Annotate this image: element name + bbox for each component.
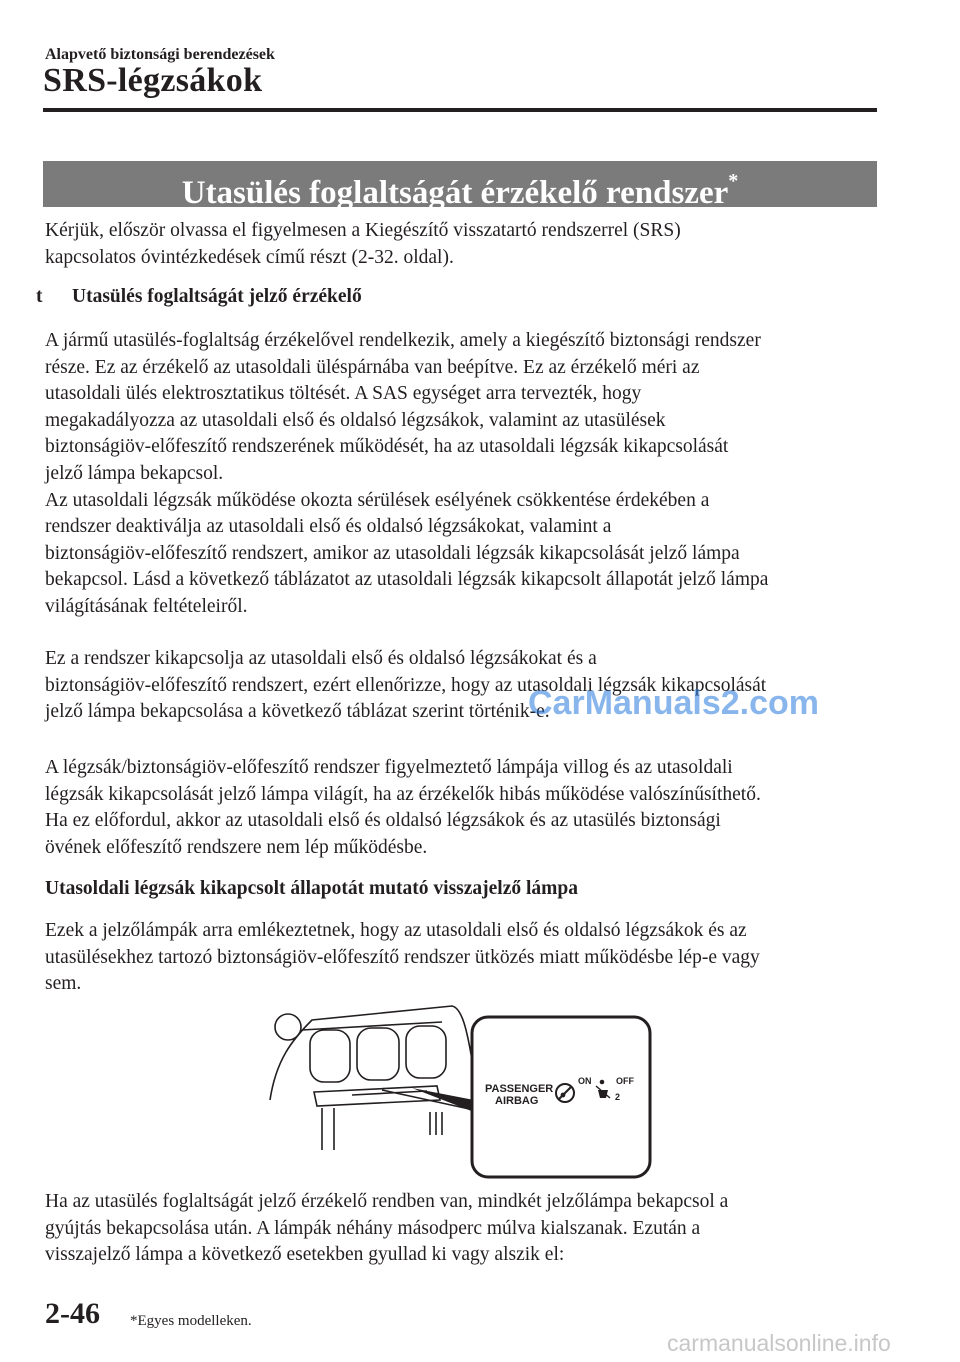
text-line: része. Ez az érzékelő az utasoldali üléspárnába van beépítve. Ez az érzékelő méri az: [45, 356, 700, 378]
page-title: SRS-légzsákok: [43, 62, 263, 99]
text-line: légzsák kikapcsolását jelző lámpa világít, ha az érzékelők hibás működése valószínűsíthető.: [45, 783, 761, 805]
text-line: utasülésekhez tartozó biztonságiöv-előfeszítő rendszer ütközés miatt működésbe lép-e vagy: [45, 946, 760, 968]
dashboard-illustration: [262, 1000, 654, 1180]
air-vent-left: [310, 1030, 350, 1082]
passenger-label-line1: PASSENGER: [485, 1083, 554, 1095]
footnote: *Egyes modelleken.: [130, 1313, 252, 1329]
paragraph-5: [45, 1189, 885, 1269]
text-line: biztonságiöv-előfeszítő rendszert, amikor az utasoldali légzsák kikapcsolását jelző lámpa: [45, 542, 740, 564]
text-line: Az utasoldali légzsák működése okozta sérülések esélyének csökkentése érdekében a: [45, 489, 710, 511]
text-line: sem.: [45, 973, 82, 995]
paragraph-1: [45, 328, 885, 621]
subsection-heading: [36, 286, 362, 308]
subsection-title: Utasülés foglaltságát jelző érzékelő: [72, 286, 362, 307]
on-label: ON: [578, 1076, 592, 1086]
air-vent-right: [406, 1026, 446, 1078]
seat-number-label: 2: [615, 1092, 621, 1102]
console-detail-lines: [430, 1112, 442, 1135]
title-divider: [43, 108, 877, 112]
bullet-icon: t: [36, 286, 43, 307]
watermark-bottom: carmanualsonline.info: [667, 1330, 891, 1356]
text-line: Ha ez előfordul, akkor az utasoldali első és oldalsó légzsákok és az utasülés biztonsági: [45, 810, 721, 832]
text-line: Ez a rendszer kikapcsolja az utasoldali első és oldalsó légzsákokat és a: [45, 648, 597, 669]
text-line: bekapcsol. Lásd a következő táblázatot az utasoldali légzsák kikapcsolt állapotát jelző lámpa: [45, 569, 769, 591]
passenger-label-line2: AIRBAG: [495, 1095, 539, 1107]
text-line: A jármű utasülés-foglaltság érzékelővel rendelkezik, amely a kiegészítő biztonsági rendszer: [45, 330, 761, 351]
center-console-panel: [314, 1086, 440, 1106]
text-line: jelző lámpa bekapcsolása a következő táblázat szerint történik-e.: [45, 701, 550, 723]
text-line: jelző lámpa bekapcsol.: [45, 462, 224, 484]
intro-paragraph: [45, 218, 885, 271]
dashboard-outline: [270, 1006, 472, 1100]
text-line: biztonságiöv-előfeszítő rendszerének működését, ha az utasoldali légzsák kikapcsolását: [45, 436, 729, 458]
section-banner: [43, 161, 877, 211]
text-line: övének előfeszítő rendszere nem lép működésbe.: [45, 836, 428, 858]
console-side-lines: [322, 1108, 334, 1150]
breadcrumb: Alapvető biztonsági berendezések: [45, 46, 275, 63]
off-label: OFF: [616, 1076, 634, 1086]
text-line: rendszer deaktiválja az utasoldali első és oldalsó légzsákokat, valamint a: [45, 516, 612, 538]
model-asterisk: *: [728, 170, 739, 192]
text-line: Kérjük, először olvassa el figyelmesen a Kiegészítő visszatartó rendszerrel (SRS): [45, 220, 681, 241]
text-line: kapcsolatos óvintézkedések című részt (2-32. oldal).: [45, 246, 454, 268]
paragraph-4: [45, 918, 885, 998]
indicator-heading: Utasoldali légzsák kikapcsolt állapotát mutató visszajelző lámpa: [45, 878, 579, 899]
text-line: Ha az utasülés foglaltságát jelző érzékelő rendben van, mindkét jelzőlámpa bekapcsol a: [45, 1191, 729, 1212]
text-line: A légzsák/biztonságiöv-előfeszítő rendszer figyelmeztető lámpája villog és az utasoldali: [45, 757, 733, 778]
text-line: megakadályozza az utasoldali első és oldalsó légzsákok, valamint az utasülések: [45, 409, 666, 431]
section-title: Utasülés foglaltságát érzékelő rendszer: [181, 175, 729, 211]
text-line: gyújtás bekapcsolása után. A lámpák néhány másodperc múlva kialszanak. Ezután a: [45, 1217, 701, 1239]
paragraph-3: [45, 755, 885, 861]
text-line: biztonságiöv-előfeszítő rendszert, ezért ellenőrizze, hogy az utasoldali légzsák kikapcsolását: [45, 674, 767, 696]
watermark-center: CarManuals2.com: [528, 684, 819, 722]
page-number: 2-46: [45, 1297, 100, 1330]
text-line: visszajelző lámpa a következő esetekben gyullad ki vagy alszik el:: [45, 1244, 565, 1266]
text-line: utasoldali ülés elektrosztatikus töltését. A SAS egységet arra tervezték, hogy: [45, 383, 642, 405]
text-line: világításának feltételeiről.: [45, 595, 248, 617]
air-vent-center: [357, 1028, 399, 1080]
text-line: Ezek a jelzőlámpák arra emlékeztetnek, hogy az utasoldali első és oldalsó légzsákok és az: [45, 920, 747, 941]
